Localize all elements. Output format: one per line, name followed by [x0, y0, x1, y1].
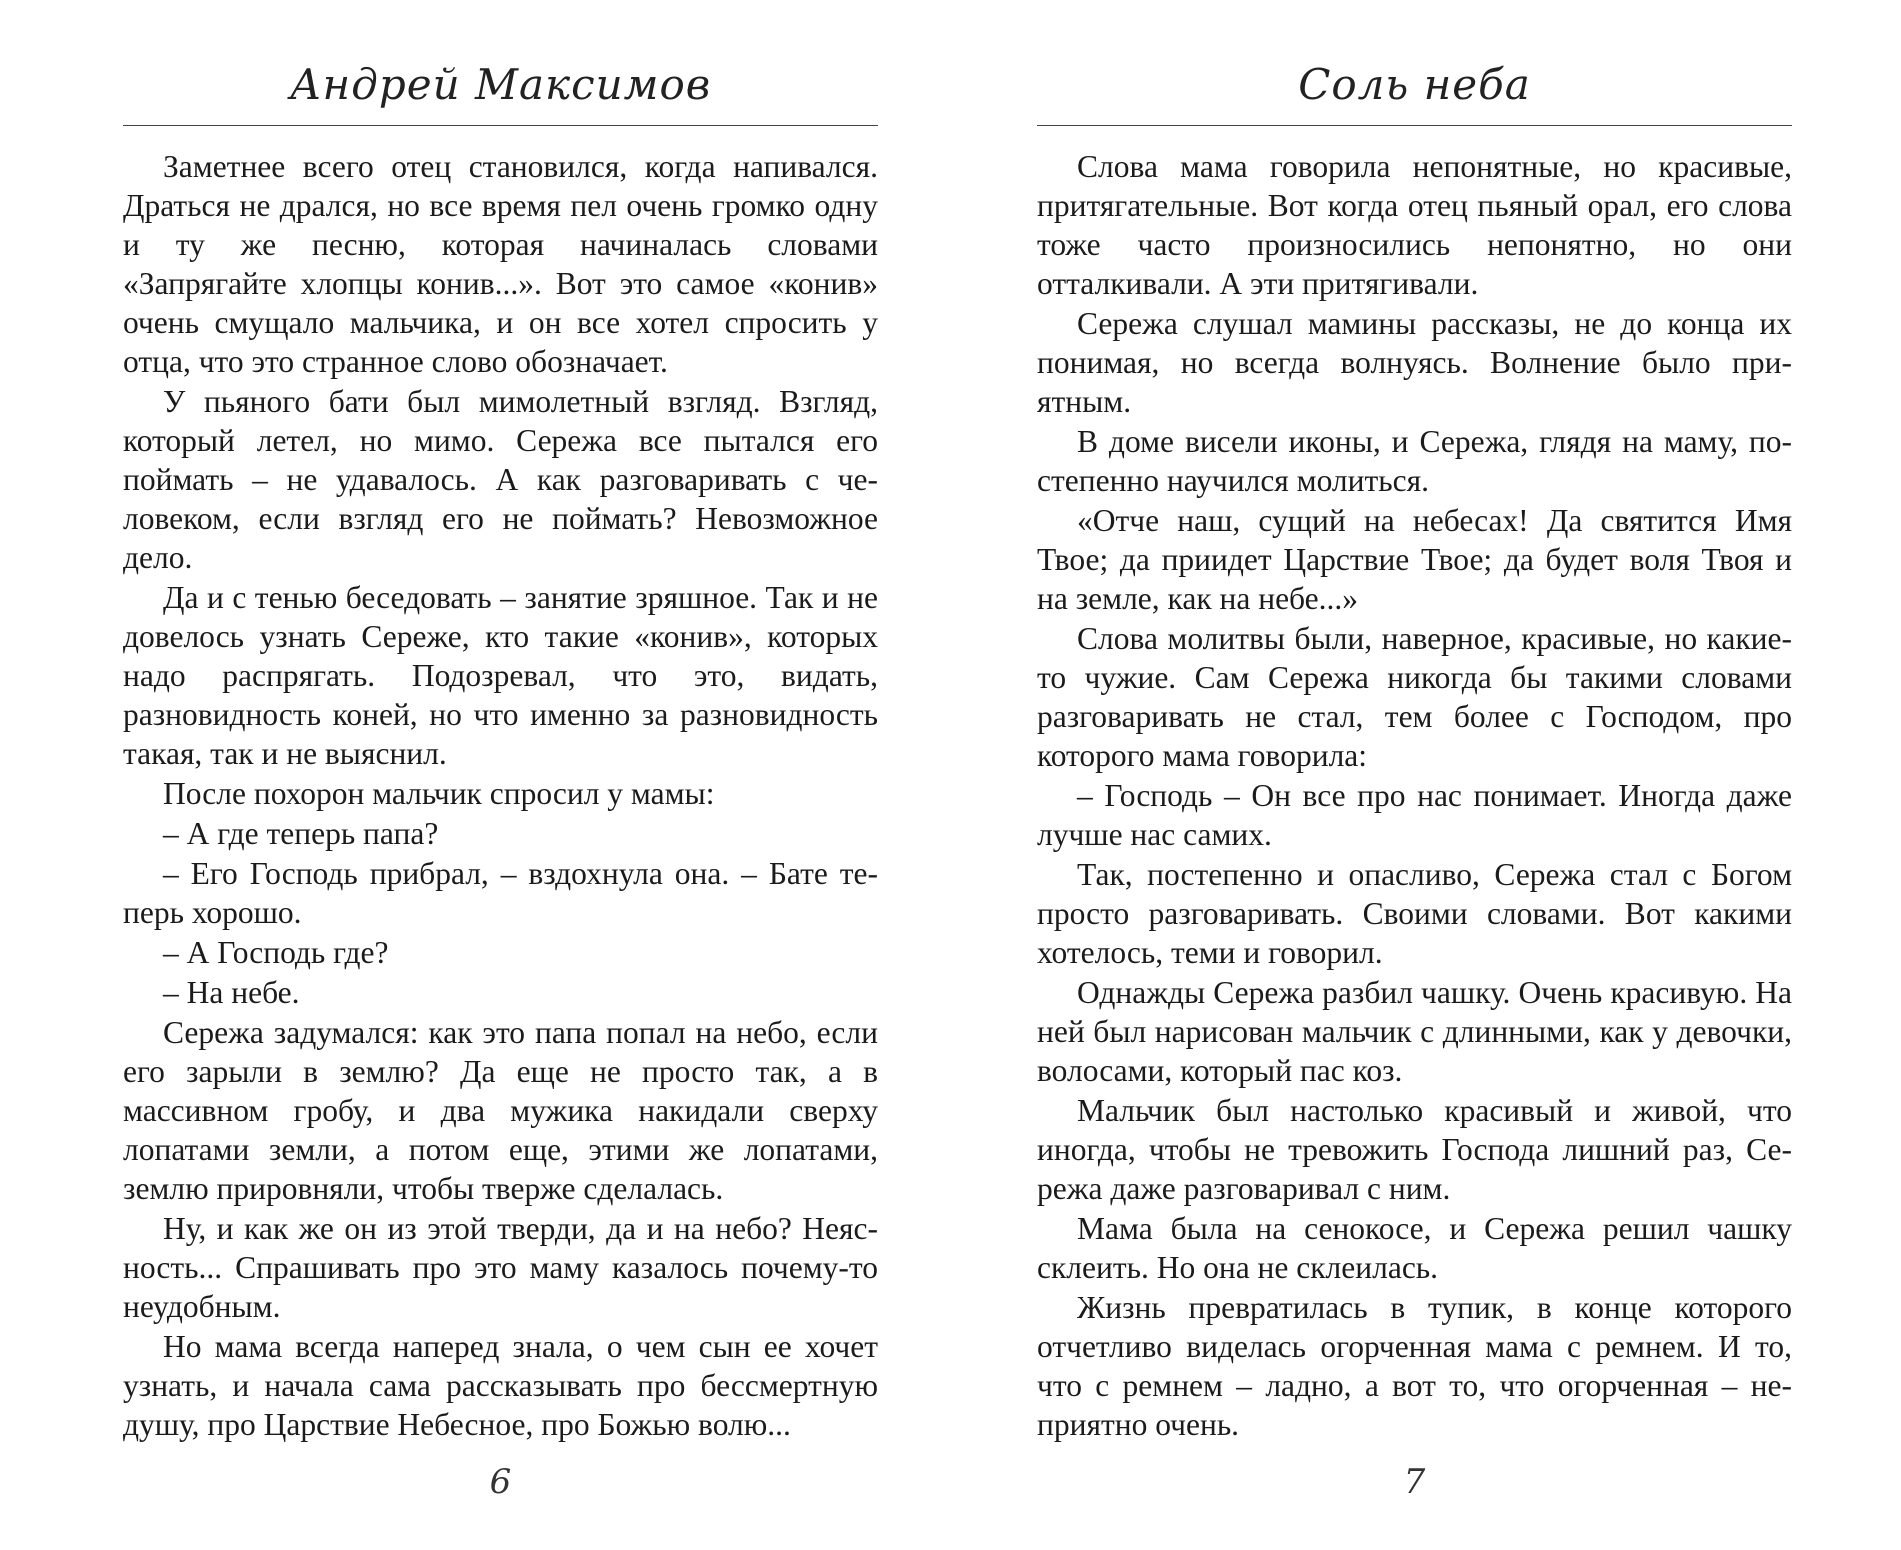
body-text — [123, 147, 878, 1445]
paragraph: Да и с тенью беседовать – занятие зряшное. Так и не довелось узнать Сереже, кто такие «конив», которых надо распрягать. Подозревал, что это, видать, разновидность коней, но что именно за разновидность такая, так и не выяснил. — [123, 580, 878, 771]
paragraph: Слова молитвы были, наверное, красивые, но какие-то чужие. Сам Сережа никогда бы такими словами разговаривать не стал, тем более с Господом, про которого мама говорила: — [1037, 621, 1792, 773]
dialogue-line: – А Господь где? — [163, 935, 389, 970]
running-head-title: Соль неба — [1298, 60, 1531, 109]
page-number: 6 — [489, 1462, 512, 1502]
dialogue-line: – Господь – Он все про нас понимает. Иногда даже лучше нас самих. — [1037, 778, 1792, 852]
paragraph: Ну, и как же он из этой тверди, да и на небо? Неясность... Спрашивать про это маму казалось почему-то неудобным. — [123, 1211, 878, 1324]
page-number: 7 — [1403, 1462, 1426, 1502]
prayer-quote: «Отче наш, сущий на небесах! Да святится Имя Твое; да приидет Царствие Твое; да будет воля Твоя и на земле, как на небе...» — [1037, 503, 1792, 616]
body-text — [1037, 147, 1792, 1445]
paragraph: Сережа слушал мамины рассказы, не до конца их понимая, но всегда волнуясь. Волнение было приятным. — [1037, 306, 1792, 419]
running-head-author: Андрей Максимов — [289, 60, 712, 109]
dialogue-line: – А где теперь папа? — [163, 816, 439, 851]
paragraph: После похорон мальчик спросил у мамы: — [163, 776, 715, 811]
paragraph: Жизнь превратилась в тупик, в конце которого отчетливо виделась огорченная мама с ремнем. И то, что с ремнем – ладно, а вот то, что огорченная – неприятно очень. — [1037, 1290, 1792, 1442]
paragraph: У пьяного бати был мимолетный взгляд. Взгляд, который летел, но мимо. Сережа все пытался его поймать – не удавалось. А как разговаривать с человеком, если взгляд его не поймать? Невозможное дело. — [123, 384, 878, 575]
header-rule — [1037, 125, 1792, 126]
paragraph: Сережа задумался: как это папа попал на небо, если его зарыли в землю? Да еще не просто так, а в массивном гробу, и два мужика накидали сверху лопатами земли, а потом еще, этими же лопатами, землю прировняли, чтобы тверже сделалась. — [123, 1015, 878, 1206]
paragraph: Мальчик был настолько красивый и живой, что иногда, чтобы не тревожить Господа лишний раз, Сережа даже разговаривал с ним. — [1037, 1093, 1792, 1206]
dialogue-line: – На небе. — [163, 975, 300, 1010]
paragraph: Так, постепенно и опасливо, Сережа стал с Богом просто разговаривать. Своими словами. Вот какими хотелось, теми и говорил. — [1037, 857, 1792, 970]
paragraph: В доме висели иконы, и Сережа, глядя на маму, постепенно научился молиться. — [1037, 424, 1792, 498]
paragraph: Но мама всегда наперед знала, о чем сын ее хочет узнать, и начала сама рассказывать про бессмертную душу, про Царствие Небесное, про Божью волю... — [123, 1329, 878, 1442]
dialogue-line: – Его Господь прибрал, – вздохнула она. – Бате теперь хорошо. — [123, 856, 878, 930]
paragraph: Мама была на сенокосе, и Сережа решил чашку склеить. Но она не склеилась. — [1037, 1211, 1792, 1285]
left-page — [123, 0, 878, 1550]
paragraph: Однажды Сережа разбил чашку. Очень красивую. На ней был нарисован мальчик с длинными, как у девочки, волосами, который пас коз. — [1037, 975, 1792, 1088]
paragraph: Слова мама говорила непонятные, но красивые, притягательные. Вот когда отец пьяный орал, его слова тоже часто произносились непонятно, но они отталкивали. А эти притягивали. — [1037, 149, 1792, 301]
header-rule — [123, 125, 878, 126]
paragraph: Заметнее всего отец становился, когда напивался. Драться не дрался, но все время пел очень громко одну и ту же песню, которая начиналась словами «Запрягайте хлопцы конив...». Вот это самое «конив» очень смущало мальчика, и он все хотел спросить у отца, что это странное слово обозначает. — [123, 149, 878, 379]
right-page — [1037, 0, 1792, 1550]
